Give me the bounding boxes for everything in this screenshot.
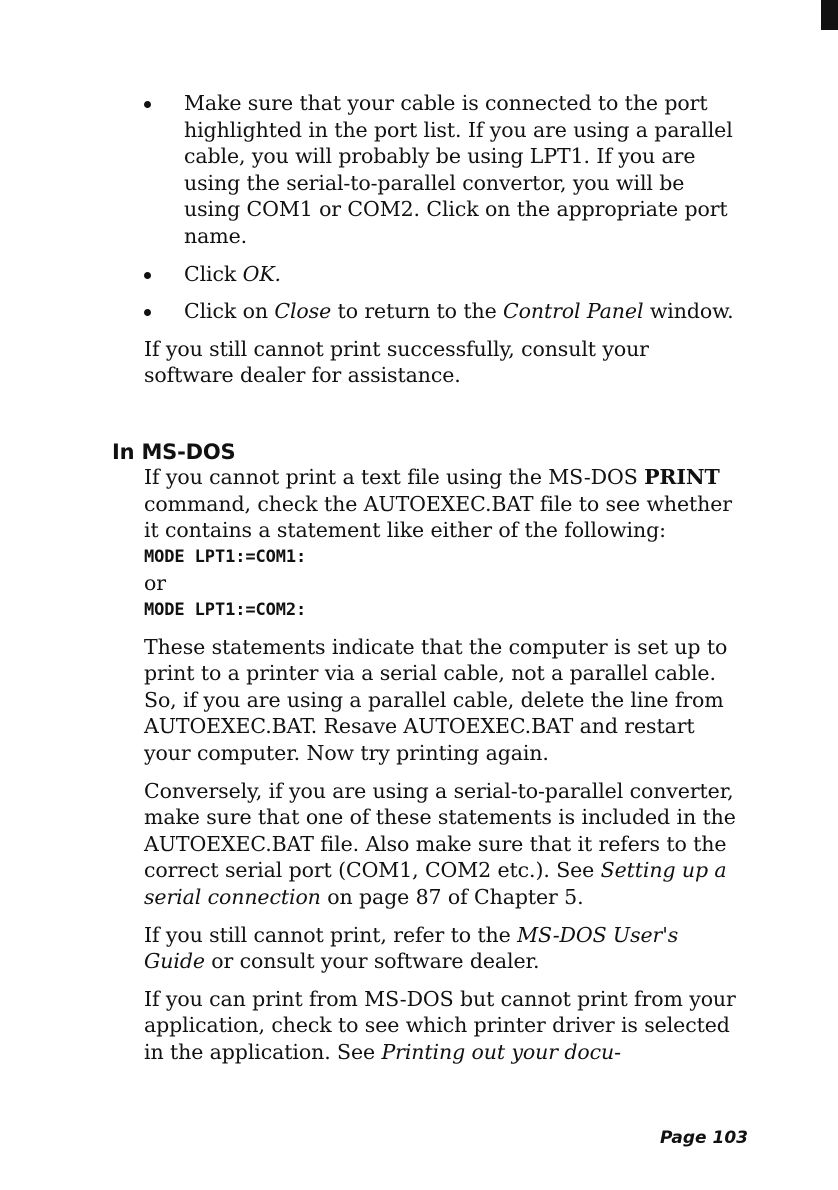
control-panel-term: Control Panel xyxy=(503,299,644,324)
section-heading-ms-dos: In MS-DOS xyxy=(112,440,236,464)
step-close-middle: to return to the xyxy=(331,299,504,324)
windows-steps-list xyxy=(144,90,744,400)
list-item xyxy=(144,298,744,325)
still-before: If you still cannot print, refer to the xyxy=(144,922,518,947)
print-command: PRINT xyxy=(644,465,720,489)
close-term: Close xyxy=(274,299,332,324)
page-number: Page 103 xyxy=(660,1128,748,1148)
converse-paragraph xyxy=(144,778,744,911)
or-text: or xyxy=(144,571,166,596)
code-line-com2: MODE LPT1:=COM2: xyxy=(144,599,307,620)
code-line-com1: MODE LPT1:=COM1: xyxy=(144,546,307,567)
list-item xyxy=(144,261,744,288)
step-ok-before: Click xyxy=(184,261,243,286)
converse-after: on page 87 of Chapter 5. xyxy=(320,884,584,909)
bullet-icon xyxy=(144,309,151,316)
ms-dos-section-body xyxy=(144,464,744,1076)
windows-closing-paragraph: If you still cannot print successfully, consult your software dealer for assistance. xyxy=(144,336,649,388)
bullet-icon xyxy=(144,101,151,108)
users-guide-reference: MS-DOS User's Guide xyxy=(144,922,679,974)
still-after: or consult your software dealer. xyxy=(204,949,540,974)
intro-paragraph xyxy=(144,464,744,544)
still-cannot-paragraph xyxy=(144,922,744,975)
bullet-icon xyxy=(144,272,151,279)
step-port-text: Make sure that your cable is connected to the port highlighted in the port list. If you are using a parallel cable, you will probably be using LPT1. If you are using the serial-to-parallel convertor, you will be using COM1 or COM2. Click on the appropriate port name. xyxy=(184,91,733,248)
serial-connection-reference: Setting up a serial connection xyxy=(144,858,727,909)
intro-after: command, check the AUTOEXEC.BAT file to see whether it contains a statement like either of the following: xyxy=(144,491,732,543)
converse-before: Conversely, if you are using a serial-to-parallel converter, make sure that one of these statements is included in the AUTOEXEC.BAT file. Also make sure that it refers to the correct serial port (COM1, COM2 etc.). See xyxy=(144,778,736,883)
step-close-before: Click on xyxy=(184,299,275,324)
intro-before: If you cannot print a text file using the MS-DOS xyxy=(144,465,645,489)
spacer xyxy=(144,624,744,634)
printing-out-reference: Printing out your docu- xyxy=(381,1039,621,1064)
app-before: If you can print from MS-DOS but cannot print from your application, check to see which printer driver is selected in the application. See xyxy=(144,986,736,1064)
page-edge-tab-marker xyxy=(821,0,838,30)
application-paragraph xyxy=(144,986,744,1066)
step-close-after: window. xyxy=(643,299,734,324)
list-item xyxy=(144,90,744,250)
ok-term: OK. xyxy=(242,261,281,286)
serial-paragraph: These statements indicate that the computer is set up to print to a printer via a serial cable, not a parallel cable. So, if you are using a parallel cable, delete the line from AUTOEXEC.BAT. Resave AUTOEXEC.BAT and restart your computer. Now try printing again. xyxy=(144,634,728,765)
